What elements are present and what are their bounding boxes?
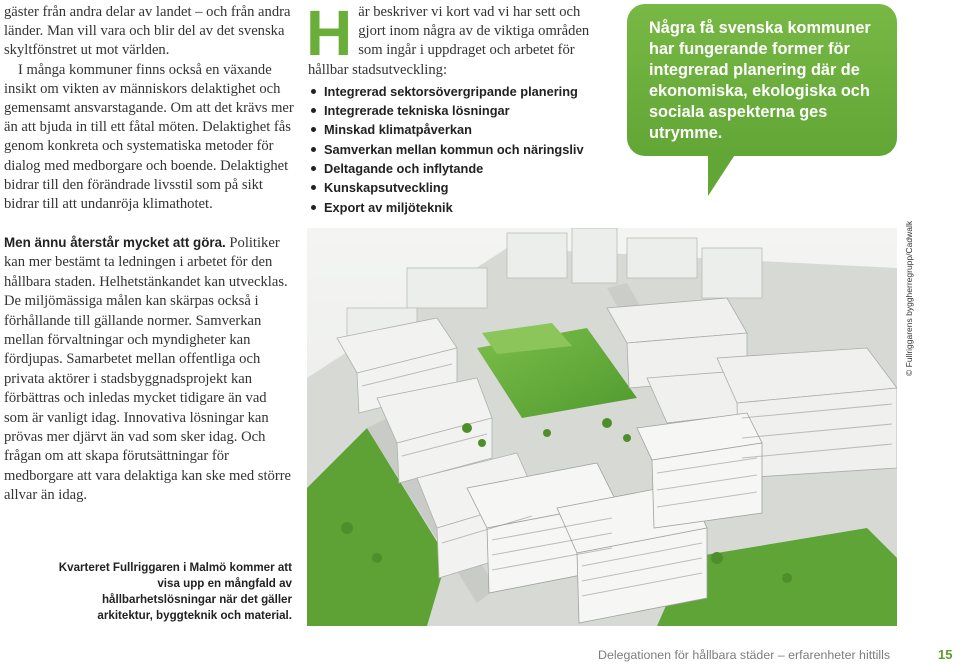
quote-bubble-tail [708, 150, 738, 196]
drop-cap: H [306, 0, 353, 69]
column-1-bottom-text [4, 233, 294, 506]
page-footer: Delegationen för hållbara städer – erfarenheter hittills [598, 648, 891, 662]
list-item: Kunskapsutveckling [308, 178, 608, 197]
list-item: Integrerade tekniska lösningar [308, 101, 608, 120]
photo-credit [898, 220, 914, 378]
list-item: Samverkan mellan kommun och näringsliv [308, 140, 608, 159]
focus-area-list [308, 82, 608, 217]
paragraph-body: Politiker kan mer bestämt ta ledningen i arbetet för den hållbara staden. Helhetstänkandet kan utvecklas. De miljömässiga målen kan skärpas också i förhållande till gällande normer. Samverkan mellan förvaltningar och myndigheter kan fördjupas. Samarbetet mellan offentliga och privata aktörer i stadsbyggnadsprojekt kan förbättras och inledas mycket tidigare än vad som är vanligt idag. Innovativa lösningar kan prövas mer djärvt än vad som sker idag. Och frågan om att skapa förutsättningar för medborgare att vara delaktiga kan ske med större allvar än idag. [4, 235, 292, 504]
list-item: Integrerad sektorsövergripande planering [308, 82, 608, 101]
paragraph: I många kommuner finns också en växande insikt om vikten av människors delaktighet och gemensamt ansvarstagande. Om att det krävs mer än att bjuda in till ett fåtal möten. Delaktighet fås genom konkreta och systematiska metoder för dialog med medborgare och boende. Delaktighet bidrar till den förändrade livsstil som på sikt bidrar till att undanröja klimathotet. [4, 61, 294, 213]
pull-quote: Några få svenska kommuner har fungerande former för integrerad planering där de ekonomiska, ekologiska och sociala aspekterna ges utrymme. [649, 19, 871, 142]
list-item: Deltagande och inflytande [308, 159, 608, 178]
district-rendering-image [307, 228, 897, 626]
photo-credit-text: © Fullriggarens byggherregrupp/Cadwalk [904, 220, 914, 376]
list-item: Minskad klimatpåverkan [308, 120, 608, 139]
paragraph [4, 233, 294, 506]
column-2-text [306, 0, 608, 217]
paragraph: gäster från andra delar av landet – och från andra länder. Man vill vara och blir del av det svenska skyltfönstret ut mot världen. [4, 4, 291, 59]
paragraph-lead: Men ännu återstår mycket att göra. [4, 235, 226, 250]
intro-paragraph: är beskriver vi kort vad vi har sett och gjort inom några av de viktiga områden som ingår i uppdraget och arbetet för hållbar stadsutveckling: [308, 4, 590, 78]
image-caption: Kvarteret Fullriggaren i Malmö kommer att visa upp en mångfald av hållbarhetslösningar när det gäller arkitektur, byggteknik och material. [58, 561, 292, 622]
quote-bubble [627, 4, 897, 156]
column-1-top-text [4, 3, 296, 214]
list-item: Export av miljöteknik [308, 198, 608, 217]
page-number: 15 [938, 647, 953, 662]
